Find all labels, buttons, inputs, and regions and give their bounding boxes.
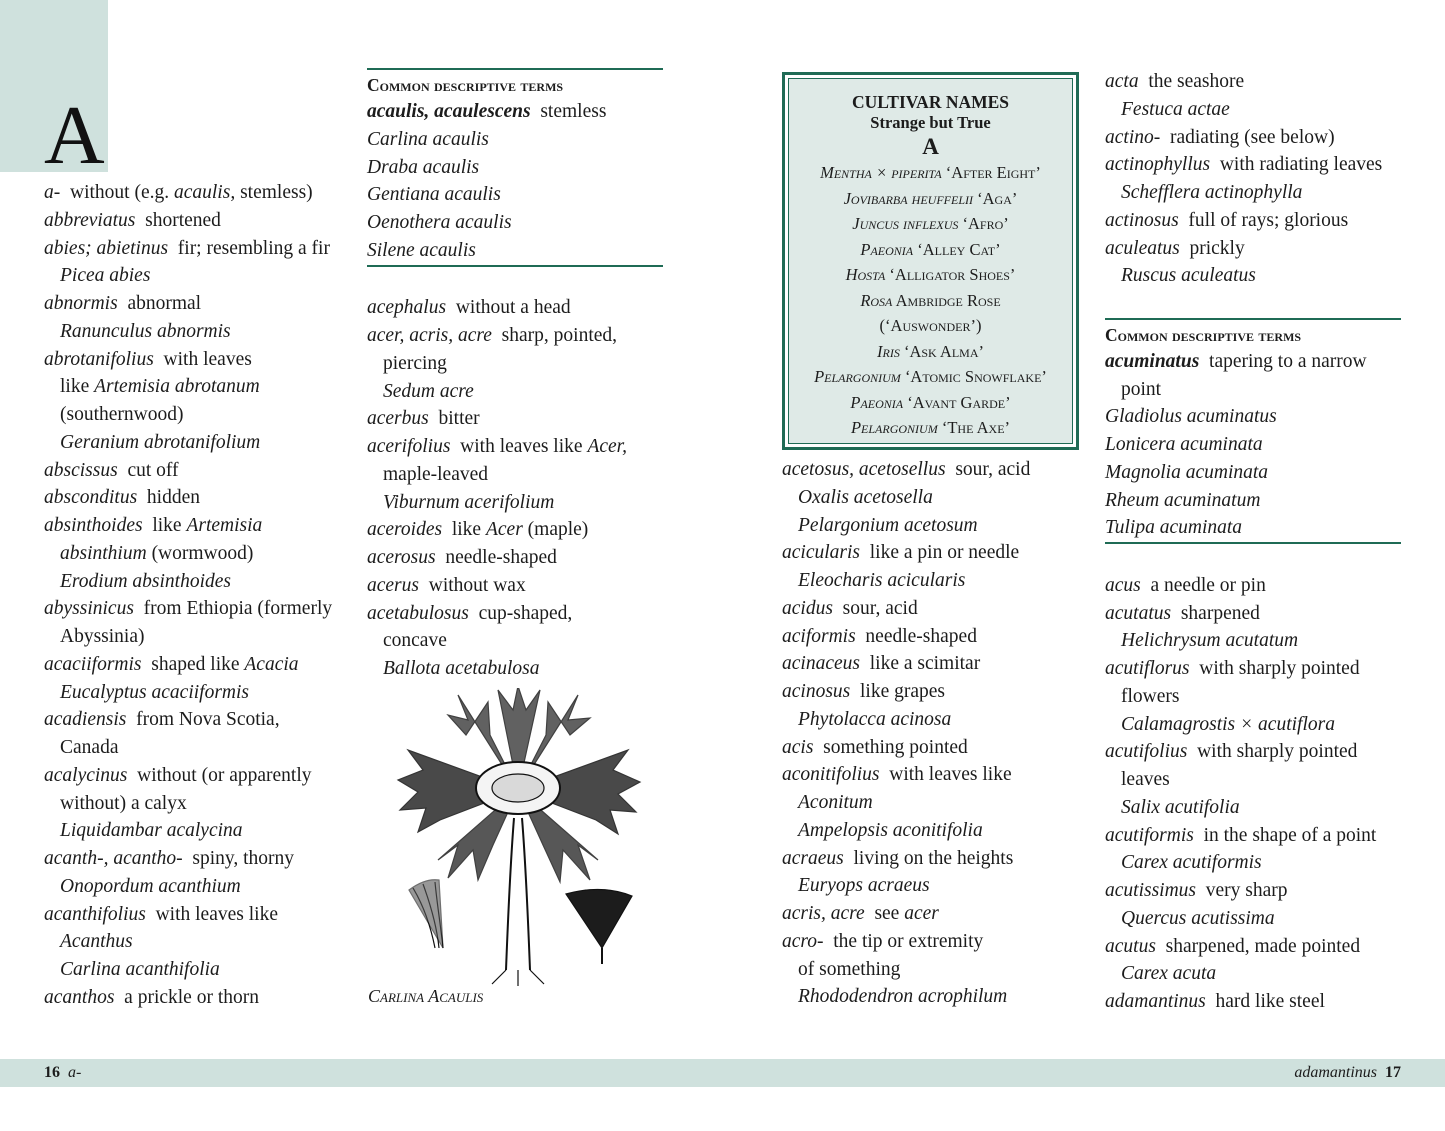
dictionary-entry: aconitifolius with leaves like <box>782 764 1012 786</box>
dictionary-entry: acinaceus like a scimitar <box>782 653 981 675</box>
cultivar-name: Paeonia ‘Avant Garde’ <box>850 392 1011 412</box>
dictionary-entry: acerbus bitter <box>367 408 480 430</box>
dictionary-entry: acis something pointed <box>782 736 968 758</box>
species-example: Ballota acetabulosa <box>383 658 540 679</box>
dictionary-entry: adamantinus hard like steel <box>1105 991 1325 1012</box>
cultivar-name: Mentha × piperita ‘After Eight’ <box>820 163 1041 182</box>
descriptive-term-example: Gentiana acaulis <box>367 184 501 206</box>
dictionary-entry: actinosus full of rays; glorious <box>1105 209 1349 231</box>
dictionary-entry: abbreviatus shortened <box>44 209 221 231</box>
dictionary-entry: acutiflorus with sharply pointed <box>1105 658 1360 679</box>
species-example: Carex acuta <box>1121 963 1217 985</box>
dictionary-entry: actino- radiating (see below) <box>1105 126 1335 148</box>
dictionary-entry: acidus sour, acid <box>782 597 918 619</box>
descriptive-term-entry: acaulis, acaulescens stemless <box>367 101 607 122</box>
descriptive-term-example: Silene acaulis <box>367 239 476 261</box>
species-example: Viburnum acerifolium <box>383 491 555 513</box>
species-example: Helichrysum acutatum <box>1121 630 1299 652</box>
entry-continuation: leaves <box>1121 769 1170 790</box>
right-folio: adamantinus 17 <box>1294 1064 1401 1081</box>
dictionary-entry: acaciiformis shaped like Acacia <box>44 653 299 675</box>
species-example: Picea abies <box>60 265 151 287</box>
dictionary-entry: acutiformis in the shape of a point <box>1105 824 1377 846</box>
dictionary-entry: abies; abietinus fir; resembling a fir <box>44 237 330 259</box>
entry-continuation: concave <box>383 630 447 652</box>
species-example: Oxalis acetosella <box>798 486 933 508</box>
cultivar-name: Iris ‘Ask Alma’ <box>877 341 984 361</box>
dictionary-entry: a- without (e.g. acaulis, stemless) <box>44 182 313 203</box>
dictionary-entry: acetosus, acetosellus sour, acid <box>782 459 1031 480</box>
dictionary-entry: acta the seashore <box>1105 71 1245 92</box>
section-letter: A <box>44 89 105 182</box>
dictionary-entry: acanth-, acantho- spiny, thorny <box>44 848 295 869</box>
species-example: Pelargonium acetosum <box>798 514 978 536</box>
species-example: Festuca actae <box>1121 98 1230 120</box>
entry-continuation: without) a calyx <box>60 792 187 814</box>
species-example: Acanthus <box>60 931 133 953</box>
entry-continuation: like Artemisia abrotanum <box>60 376 260 398</box>
species-example: Erodium absinthoides <box>60 570 231 592</box>
entry-continuation: Canada <box>60 737 119 758</box>
dictionary-entry: aceroides like Acer (maple) <box>367 519 589 541</box>
descriptive-term-example: Lonicera acuminata <box>1105 434 1263 455</box>
dictionary-entry: absconditus hidden <box>44 487 200 509</box>
dictionary-entry: acutatus sharpened <box>1105 602 1260 624</box>
descriptive-term-example: Carlina acaulis <box>367 128 489 150</box>
species-example: Carex acutiformis <box>1121 852 1262 874</box>
dictionary-entry: acicularis like a pin or needle <box>782 542 1020 564</box>
descriptive-term-example: Rheum acuminatum <box>1105 489 1261 511</box>
species-example: Sedum acre <box>383 380 474 402</box>
dictionary-entry: abrotanifolius with leaves <box>44 348 252 370</box>
dictionary-entry: acanthos a prickle or thorn <box>44 986 259 1008</box>
descriptive-terms-box-2 <box>1105 348 1401 544</box>
dictionary-entry: abnormis abnormal <box>44 293 202 314</box>
descriptive-term-example: Oenothera acaulis <box>367 212 512 233</box>
species-example: Calamagrostis × acutiflora <box>1121 713 1335 735</box>
species-example: Geranium abrotanifolium <box>60 431 261 453</box>
dictionary-entry: actinophyllus with radiating leaves <box>1105 154 1383 176</box>
descriptive-terms-heading: Common descriptive terms <box>367 68 663 98</box>
cultivar-name: Jovibarba heuffelii ‘Aga’ <box>843 188 1018 208</box>
dictionary-entry: absinthoides like Artemisia <box>44 515 263 536</box>
dictionary-entry: acanthifolius with leaves like <box>44 903 278 925</box>
species-example: Salix acutifolia <box>1121 796 1240 818</box>
descriptive-term-entry: acuminatus tapering to a narrow <box>1105 350 1367 372</box>
dictionary-entry: acus a needle or pin <box>1105 574 1266 596</box>
species-example: Ranunculus abnormis <box>60 320 231 342</box>
dictionary-entry: acutissimus very sharp <box>1105 880 1288 901</box>
dictionary-entry: acer, acris, acre sharp, pointed, <box>367 325 618 346</box>
column-3 <box>782 456 1082 1011</box>
entry-continuation: piercing <box>383 352 447 374</box>
species-example: Carlina acanthifolia <box>60 959 220 980</box>
species-example: Eleocharis acicularis <box>798 570 966 591</box>
species-example: Ruscus aculeatus <box>1121 265 1256 287</box>
dictionary-entry: acutus sharpened, made pointed <box>1105 935 1361 957</box>
species-example: Eucalyptus acaciiformis <box>60 681 250 703</box>
dictionary-entry: acephalus without a head <box>367 297 571 319</box>
dictionary-entry: aciformis needle-shaped <box>782 625 977 647</box>
illustration-caption: Carlina Acaulis <box>368 986 484 1006</box>
descriptive-term-continuation: point <box>1121 378 1162 400</box>
descriptive-term-example: Gladiolus acuminatus <box>1105 406 1277 428</box>
cultivar-box-letter: A <box>922 134 939 159</box>
descriptive-terms-box <box>367 98 663 267</box>
dictionary-entry: acetabulosus cup-shaped, <box>367 602 573 624</box>
cultivar-name: Juncus inflexus ‘Afro’ <box>852 214 1009 233</box>
column-2 <box>367 68 663 683</box>
dictionary-entry: acutifolius with sharply pointed <box>1105 741 1358 763</box>
dictionary-entry: acraeus living on the heights <box>782 847 1014 869</box>
cultivar-name: Pelargonium ‘The Axe’ <box>850 418 1011 437</box>
dictionary-entry: acadiensis from Nova Scotia, <box>44 709 280 731</box>
cultivar-name: Hosta ‘Alligator Shoes’ <box>845 265 1016 284</box>
dictionary-entry: acinosus like grapes <box>782 681 946 702</box>
descriptive-term-example: Magnolia acuminata <box>1105 461 1269 483</box>
left-folio: 16 a- <box>44 1064 82 1081</box>
species-example: Rhododendron acrophilum <box>798 986 1008 1008</box>
species-example: Phytolacca acinosa <box>798 708 952 730</box>
entry-continuation: maple-leaved <box>383 463 489 485</box>
descriptive-term-example: Draba acaulis <box>367 156 480 178</box>
entry-continuation: Abyssinia) <box>60 626 145 647</box>
cultivar-box-subtitle: Strange but True <box>870 113 991 132</box>
cultivar-name: Pelargonium ‘Atomic Snowflake’ <box>814 367 1047 386</box>
species-example: Schefflera actinophylla <box>1121 182 1303 203</box>
cultivar-name: Paeonia ‘Alley Cat’ <box>860 239 1001 259</box>
entry-continuation: absinthium (wormwood) <box>60 542 254 564</box>
cultivar-name: Rosa Ambridge Rose <box>860 290 1001 310</box>
page-footer <box>0 1059 1445 1087</box>
species-example: Euryops acraeus <box>798 875 930 897</box>
cultivar-name: (‘Auswonder’) <box>879 316 982 335</box>
species-example: Liquidambar acalycina <box>60 820 243 842</box>
cultivar-names-box <box>782 72 1079 450</box>
carlina-acaulis-illustration <box>380 688 650 986</box>
column-1 <box>44 179 344 1012</box>
entry-continuation: of something <box>798 958 901 980</box>
column-4 <box>1105 68 1401 1016</box>
dictionary-entry: acerus without wax <box>367 574 526 596</box>
species-example: Ampelopsis aconitifolia <box>798 819 983 841</box>
entry-continuation: (southernwood) <box>60 404 184 425</box>
dictionary-entry: acris, acre see acer <box>782 903 939 924</box>
species-example: Onopordum acanthium <box>60 875 241 897</box>
species-example: Quercus acutissima <box>1121 907 1275 929</box>
dictionary-entry: acalycinus without (or apparently <box>44 764 312 786</box>
dictionary-entry: acerifolius with leaves like Acer, <box>367 436 627 457</box>
descriptive-term-example: Tulipa acuminata <box>1105 517 1243 539</box>
entry-continuation: flowers <box>1121 685 1180 707</box>
dictionary-entry: abyssinicus from Ethiopia (formerly <box>44 598 333 620</box>
dictionary-entry: acerosus needle-shaped <box>367 547 557 568</box>
descriptive-terms-heading-2: Common descriptive terms <box>1105 318 1401 348</box>
dictionary-entry: abscissus cut off <box>44 459 179 481</box>
species-example: Aconitum <box>798 792 873 813</box>
cultivar-box-title: CULTIVAR NAMES <box>851 92 1010 112</box>
dictionary-entry: aculeatus prickly <box>1105 237 1245 259</box>
dictionary-entry: acro- the tip or extremity <box>782 930 984 952</box>
